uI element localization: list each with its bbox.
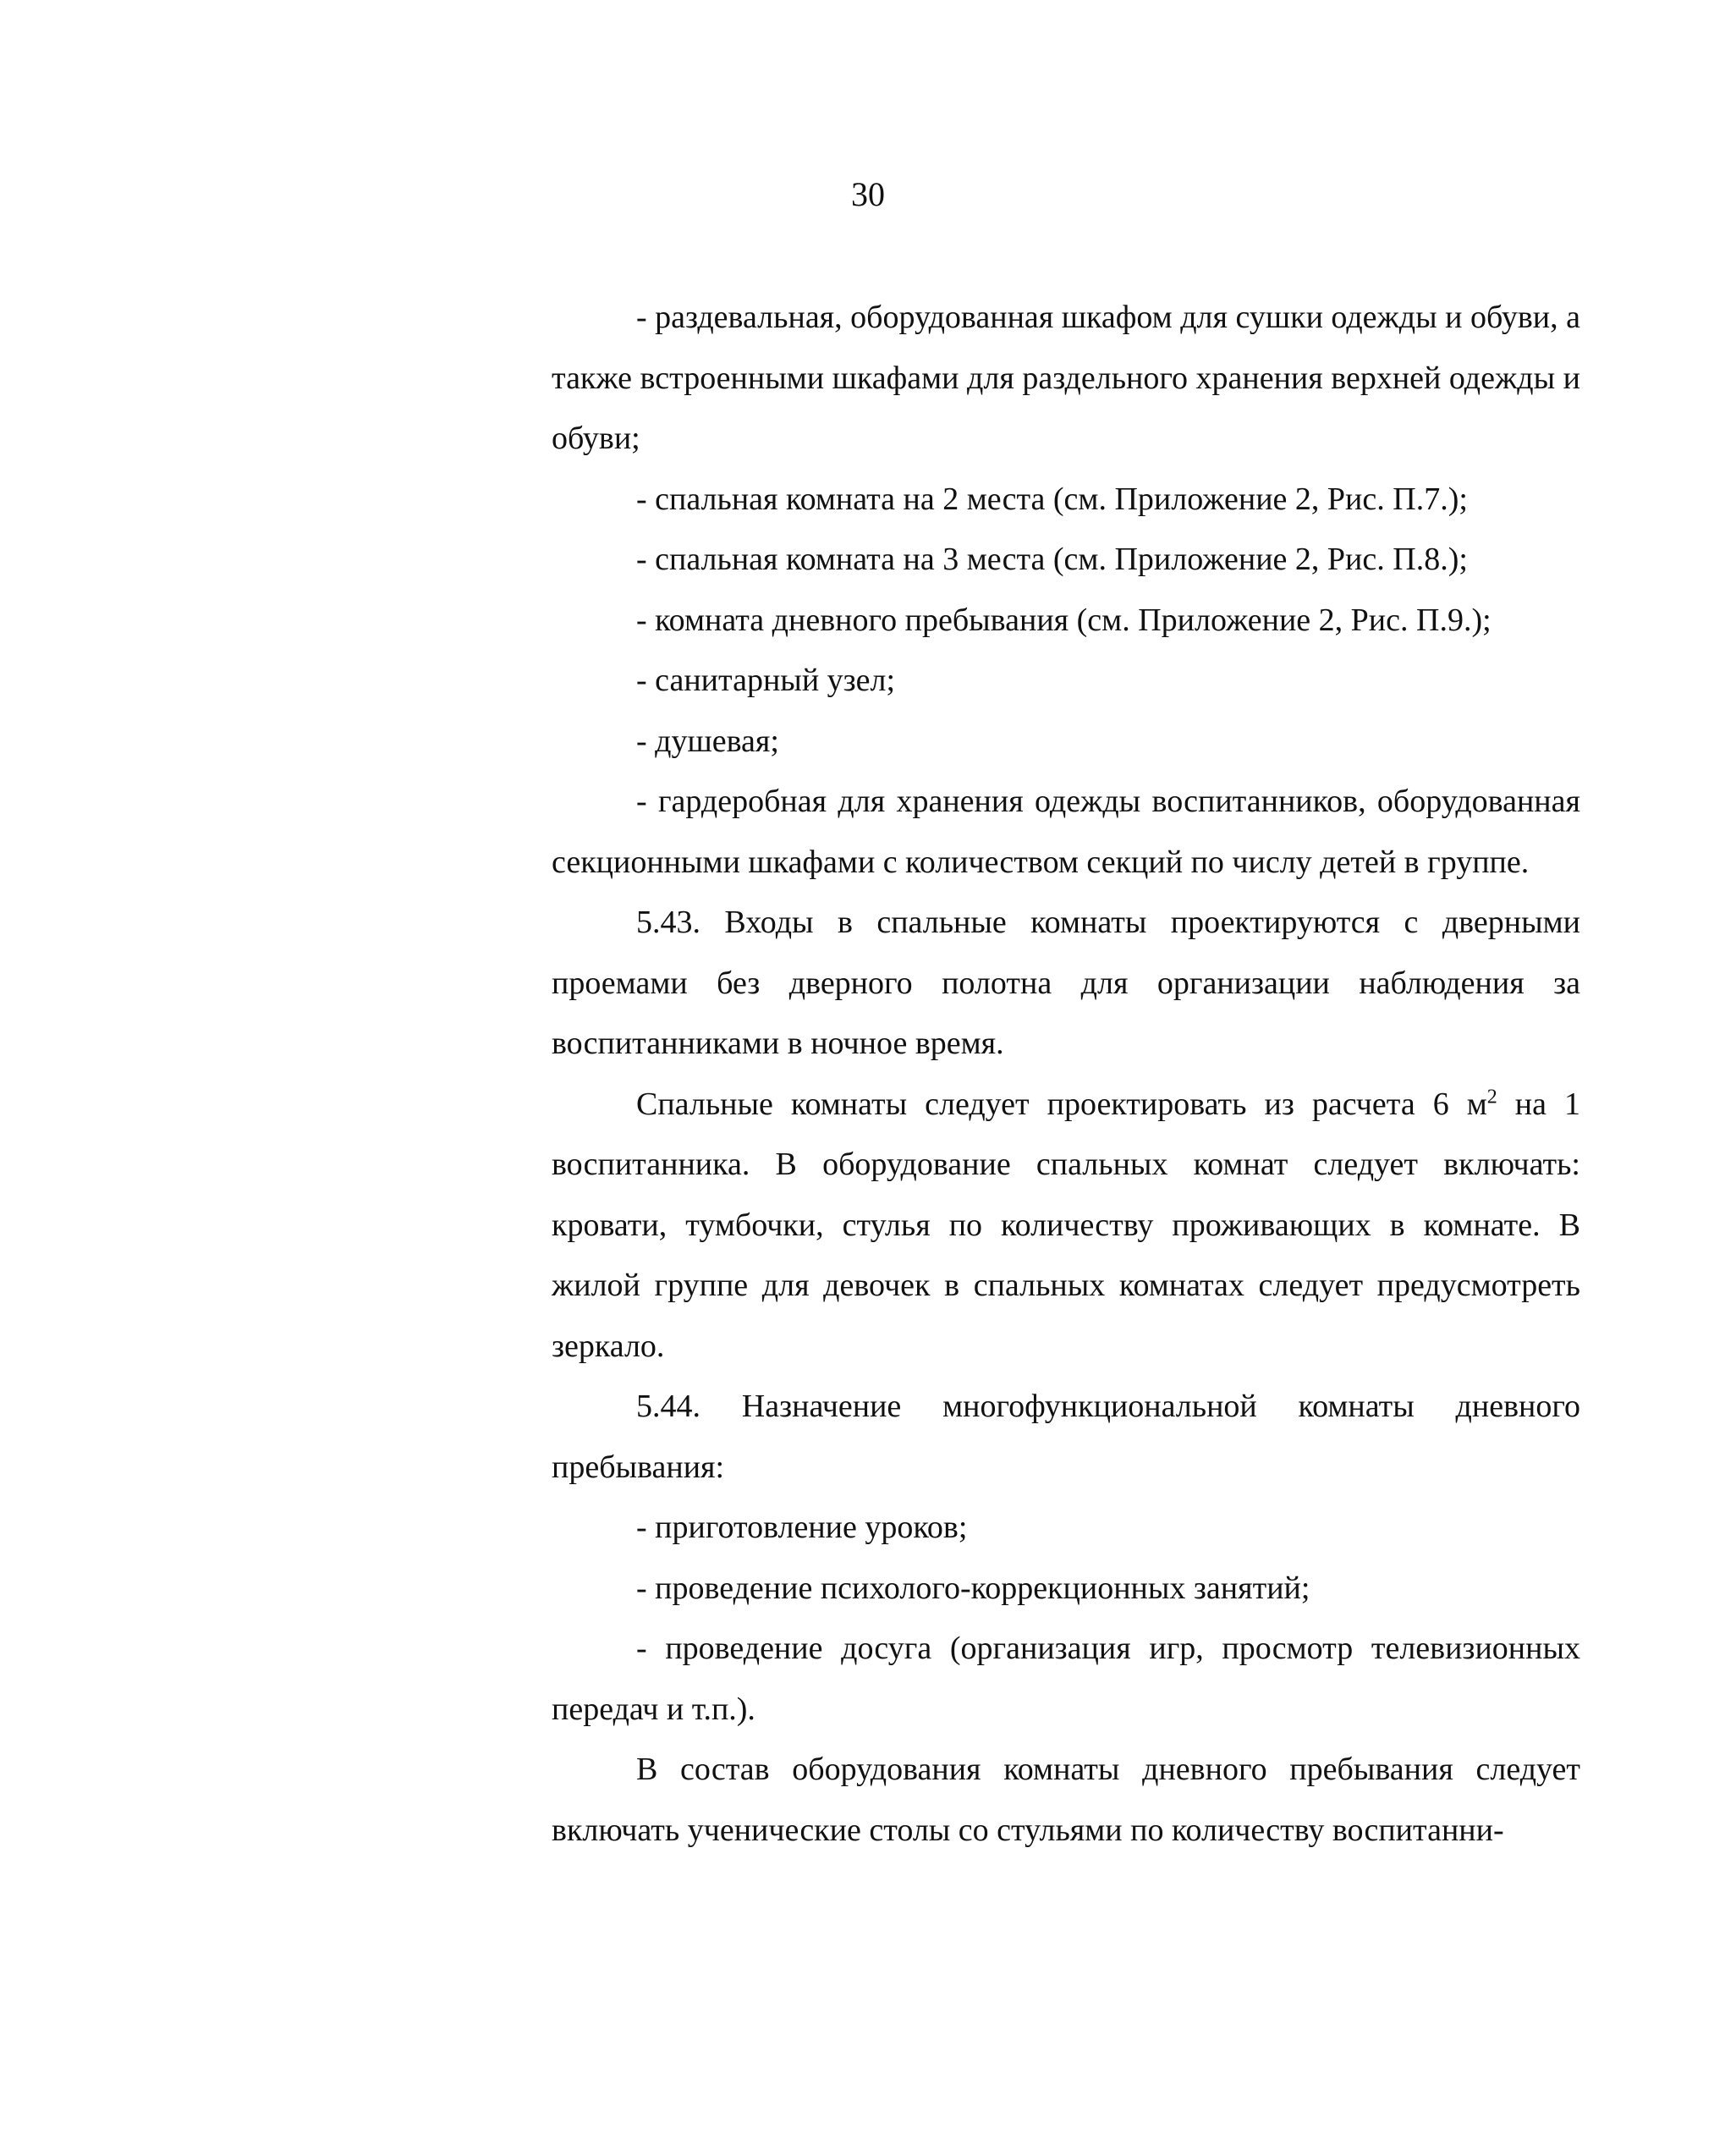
paragraph-homework: - приготовление уроков; <box>636 1510 968 1545</box>
body-text <box>552 288 1580 1861</box>
paragraph-dressing-room: - раздевальная, оборудованная шкафом для сушки одежды и обуви, а также встроенными шкафами для раздельного хранения верхней одежды и обуви; <box>552 300 1581 456</box>
page-number: 30 <box>851 175 885 213</box>
area-superscript: 2 <box>1486 1085 1497 1108</box>
paragraph-sanitary: - санитарный узел; <box>636 663 896 698</box>
paragraph-equipment: В состав оборудования комнаты дневного пребывания следует включать ученические столы со стульями по количеству воспитанни- <box>552 1752 1580 1848</box>
paragraph-day-room: - комната дневного пребывания (см. Приложение 2, Рис. П.9.); <box>636 602 1492 638</box>
paragraph-bedroom-2: - спальная комната на 2 места (см. Приложение 2, Рис. П.7.); <box>636 481 1468 517</box>
paragraph-bedroom-area <box>552 1075 1580 1378</box>
bedroom-area-text-before: Спальные комнаты следует проектировать из расчета 6 м <box>636 1086 1487 1122</box>
bedroom-area-text-after: на 1 воспитанника. В оборудование спальных комнат следует включать: кровати, тумбочки, стулья по количеству проживающих в комнате. В жилой группе для девочек в спальных комнатах следует предусмотреть зеркало. <box>552 1086 1580 1364</box>
paragraph-leisure: - проведение досуга (организация игр, просмотр телевизионных передач и т.п.). <box>552 1631 1580 1727</box>
paragraph-shower: - душевая; <box>636 723 779 759</box>
paragraph-psych: - проведение психолого-коррекционных занятий; <box>636 1570 1310 1606</box>
paragraph-5-44: 5.44. Назначение многофункциональной комнаты дневного пребывания: <box>552 1389 1580 1485</box>
paragraph-wardrobe: - гардеробная для хранения одежды воспитанников, оборудованная секционными шкафами с количеством секций по числу детей в группе. <box>552 784 1580 880</box>
paragraph-5-43: 5.43. Входы в спальные комнаты проектируются с дверными проемами без дверного полотна для организации наблюдения за воспитанниками в ночное время. <box>552 905 1580 1061</box>
paragraph-bedroom-3: - спальная комната на 3 места (см. Приложение 2, Рис. П.8.); <box>636 542 1468 577</box>
